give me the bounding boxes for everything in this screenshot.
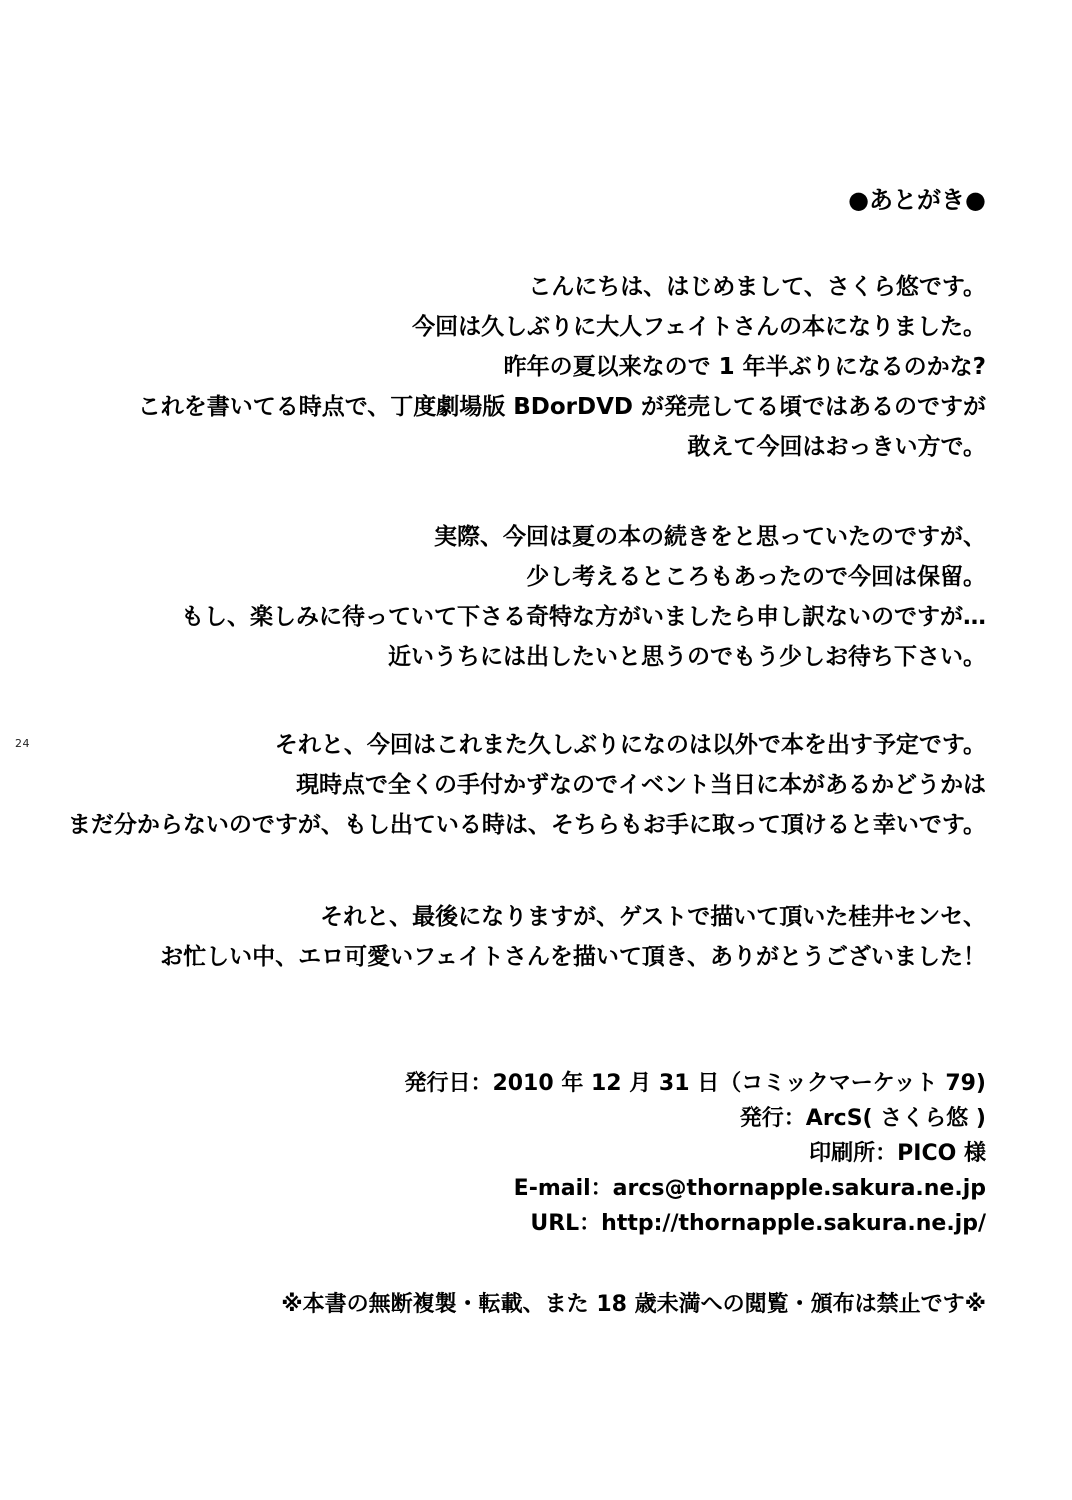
text-line: 今回は久しぶりに大人フェイトさんの本になりました。 [412, 314, 986, 340]
colophon-publication-date: 発行日：2010 年 12 月 31 日（コミックマーケット 79) [404, 1071, 986, 1096]
colophon-publisher: 発行：ArcS( さくら悠 ) [739, 1106, 986, 1131]
copyright-notice: ※本書の無断複製・転載、また 18 歳未満への閲覧・頒布は禁止です※ [281, 1292, 986, 1317]
paragraph-sequel [60, 517, 986, 677]
text-line: もし、楽しみに待っていて下さる奇特な方がいましたら申し訳ないのですが… [181, 604, 986, 630]
text-line: こんにちは、はじめまして、さくら悠です。 [528, 274, 986, 300]
text-line: まだ分からないのですが、もし出ている時は、そちらもお手に取って頂けると幸いです。 [67, 812, 986, 838]
text-line: 敢えて今回はおっきい方で。 [687, 434, 986, 460]
text-line: それと、最後になりますが、ゲストで描いて頂いた桂井センセ、 [320, 904, 986, 930]
text-line: 少し考えるところもあったので今回は保留。 [526, 564, 986, 590]
colophon-url: URL：http://thornapple.sakura.ne.jp/ [530, 1211, 986, 1236]
page-title: ●あとがき● [848, 186, 986, 214]
text-line: それと、今回はこれまた久しぶりになのは以外で本を出す予定です。 [274, 732, 986, 758]
text-line: お忙しい中、エロ可愛いフェイトさんを描いて頂き、ありがとうございました！ [160, 944, 986, 970]
paragraph-thanks [60, 897, 986, 977]
text-line: これを書いてる時点で、丁度劇場版 BDorDVD が発売してる頃ではあるのですが [137, 394, 986, 420]
colophon [60, 1066, 986, 1241]
paragraph-next-book [60, 725, 986, 845]
text-line: 近いうちには出したいと思うのでもう少しお待ち下さい。 [388, 644, 986, 670]
colophon-email: E-mail：arcs@thornapple.sakura.ne.jp [513, 1176, 986, 1201]
text-line: 現時点で全くの手付かずなのでイベント当日に本があるかどうかは [296, 772, 986, 798]
text-line: 昨年の夏以来なので 1 年半ぶりになるのかな? [503, 354, 986, 380]
page-number: 24 [15, 737, 30, 750]
paragraph-greeting [60, 267, 986, 467]
text-line: 実際、今回は夏の本の続きをと思っていたのですが、 [434, 524, 986, 550]
colophon-printer: 印刷所：PICO 様 [809, 1141, 986, 1166]
